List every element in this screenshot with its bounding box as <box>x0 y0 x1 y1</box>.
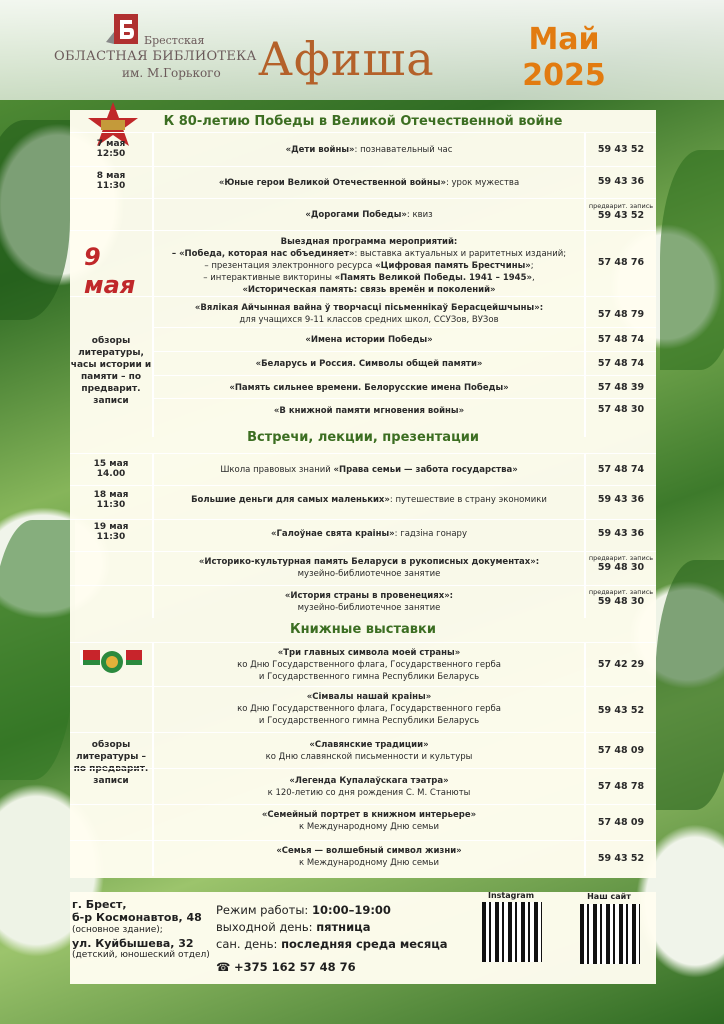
instagram-label: Instagram <box>487 891 535 900</box>
reviews-note: обзоры литературы, часы истории и памяти – по предварит. записи <box>70 336 152 406</box>
event-desc: «Юные герои Великой Отечественной войны»: урок мужества <box>218 178 520 188</box>
event-date: 7 мая 12:50 <box>96 139 126 159</box>
event-desc: «История страны в провенециях»: музейно-библиотечное занятие <box>284 591 454 613</box>
separator <box>152 327 656 328</box>
event-phone: 57 48 74 <box>597 464 645 475</box>
phone-icon: ☎ <box>216 960 231 974</box>
event-row <box>70 132 656 167</box>
review-phone: 57 48 79 <box>597 309 645 320</box>
library-name-line2: ОБЛАСТНАЯ БИБЛИОТЕКА <box>54 49 257 64</box>
event-phone: 57 48 76 <box>597 257 645 268</box>
exhibition-phone: 57 48 78 <box>597 781 645 792</box>
event-row <box>70 453 656 486</box>
library-name-line1: Брестская <box>144 34 205 47</box>
exhibition-row <box>70 768 656 805</box>
website-qr-icon[interactable] <box>580 904 640 964</box>
review-phone: 57 48 30 <box>597 404 645 415</box>
review-desc: «Имена истории Победы» <box>305 335 433 345</box>
event-row <box>70 166 656 199</box>
event-desc: «Дети войны»: познавательный час <box>285 145 453 155</box>
program-desc: Выездная программа мероприятий: – «Победа, которая нас объединяет»: выставка актуальных и раритетных изданий; – презентация электронного ресурса «Цифровая память Брестчины»; – интерактивные викторины «Память Великой Победы. 1941 – 1945», «Историческая память: связь времён и поколений» <box>171 237 567 295</box>
review-phone: 57 48 74 <box>597 358 645 369</box>
review-desc: «В книжной памяти мгновения войны» <box>273 406 465 416</box>
exhibition-row <box>70 732 656 769</box>
month: Май <box>528 22 600 57</box>
exhibition-desc: «Три главных символа моей страны» ко Дню Государственного флага, Государственного герба и Государственного гимна Республики Беларусь <box>237 648 501 682</box>
review-phone: 57 48 74 <box>597 334 645 345</box>
working-hours: Режим работы: 10:00–19:00 выходной день: пятница сан. день: последняя среда месяца <box>216 903 448 951</box>
event-date: 19 мая 11:30 <box>93 522 129 542</box>
event-phone: 59 43 36 <box>597 528 645 539</box>
exhibition-phone: 59 43 52 <box>597 853 645 864</box>
exhibition-row <box>70 642 656 687</box>
separator <box>152 398 656 399</box>
event-date: 15 мая 14.00 <box>93 459 129 479</box>
event-row <box>70 585 656 619</box>
event-desc: «Историко-культурная память Беларуси в рукописных документах»: музейно-библиотечное занятие <box>198 557 540 579</box>
contact-phone[interactable]: ☎ +375 162 57 48 76 <box>216 960 356 974</box>
event-phone: 59 43 52 <box>597 144 645 155</box>
exhibition-phone: 57 42 29 <box>597 659 645 670</box>
header <box>0 0 724 100</box>
event-desc: «Дорогами Победы»: квиз <box>305 210 433 220</box>
exhibition-desc: «Сімвалы нашай краіны» ко Дню Государственного флага, Государственного герба и Государственного гимна Республики Беларусь <box>237 692 501 726</box>
event-row <box>70 519 656 552</box>
exhibition-desc: «Семья — волшебный символ жизни» к Международному Дню семьи <box>276 846 462 868</box>
section-title-meetings: Встречи, лекции, презентации <box>247 430 479 445</box>
event-row <box>70 485 656 520</box>
exhibition-row <box>70 804 656 841</box>
exhibition-desc: «Славянские традиции» ко Дню славянской письменности и культуры <box>265 740 473 762</box>
review-desc: «Память сильнее времени. Белорусские имена Победы» <box>229 383 509 393</box>
section-title-exhibitions: Книжные выставки <box>290 622 436 637</box>
victory-day-badge: 9 мая <box>84 243 136 299</box>
exhibition-phone: 57 48 09 <box>597 817 645 828</box>
leaf-decoration <box>655 560 724 810</box>
footer <box>70 892 656 984</box>
library-logo-icon <box>104 12 148 46</box>
event-phone: предварит. запись 59 43 52 <box>588 202 654 221</box>
review-phone: 57 48 39 <box>597 382 645 393</box>
month-label <box>514 22 614 94</box>
exhibition-desc: «Легенда Купалаўскага тэатра» к 120-летию со дня рождения С. М. Станюты <box>267 776 471 798</box>
event-phone: 59 43 36 <box>597 494 645 505</box>
review-desc: «Вялікая Айчынная вайна ў творчасці пісьменнікаў Берасцейшчыны»: для учащихся 9-11 классов средних школ, ССУЗов, ВУЗов <box>194 303 544 325</box>
event-desc: «Галоўнае свята краіны»: гадзіна гонару <box>271 529 467 539</box>
separator <box>152 375 656 376</box>
exhibition-row <box>70 840 656 877</box>
instagram-qr-icon[interactable] <box>482 902 542 962</box>
year: 2025 <box>522 58 606 93</box>
address: г. Брест, б-р Космонавтов, 48 (основное здание); ул. Куйбышева, 32 (детский, юношеский отдел) <box>72 898 210 960</box>
exhibitions-note: обзоры литературы – по предварит. записи <box>73 740 149 786</box>
page-title: Афиша <box>258 32 435 86</box>
event-desc: Школа правовых знаний «Права семьи — забота государства» <box>220 465 518 475</box>
event-row <box>70 230 656 297</box>
events-card <box>70 110 656 878</box>
leaf-decoration <box>0 520 75 780</box>
exhibition-desc: «Семейный портрет в книжном интерьере» к Международному Дню семьи <box>261 810 477 832</box>
site-label: Наш сайт <box>587 892 631 901</box>
reviews-block <box>70 296 656 438</box>
review-desc: «Беларусь и Россия. Символы общей памяти» <box>255 359 483 369</box>
event-row <box>70 551 656 586</box>
separator <box>152 351 656 352</box>
exhibition-phone: 57 48 09 <box>597 745 645 756</box>
event-phone: предварит. запись 59 48 30 <box>588 554 654 573</box>
library-name-line3: им. М.Горького <box>122 66 221 80</box>
event-phone: 59 43 36 <box>597 176 645 187</box>
event-phone: предварит. запись 59 48 30 <box>588 588 654 607</box>
exhibition-phone: 59 43 52 <box>597 705 645 716</box>
leaf-decoration <box>0 120 70 320</box>
event-row <box>70 198 656 231</box>
leaf-decoration <box>660 150 724 370</box>
event-desc: Большие деньги для самых маленьких»: путешествие в страну экономики <box>191 495 547 505</box>
section-title-victory: К 80-летию Победы в Великой Отечественной войне <box>163 114 563 129</box>
event-date: 18 мая 11:30 <box>93 490 129 510</box>
event-date: 8 мая 11:30 <box>96 171 126 191</box>
